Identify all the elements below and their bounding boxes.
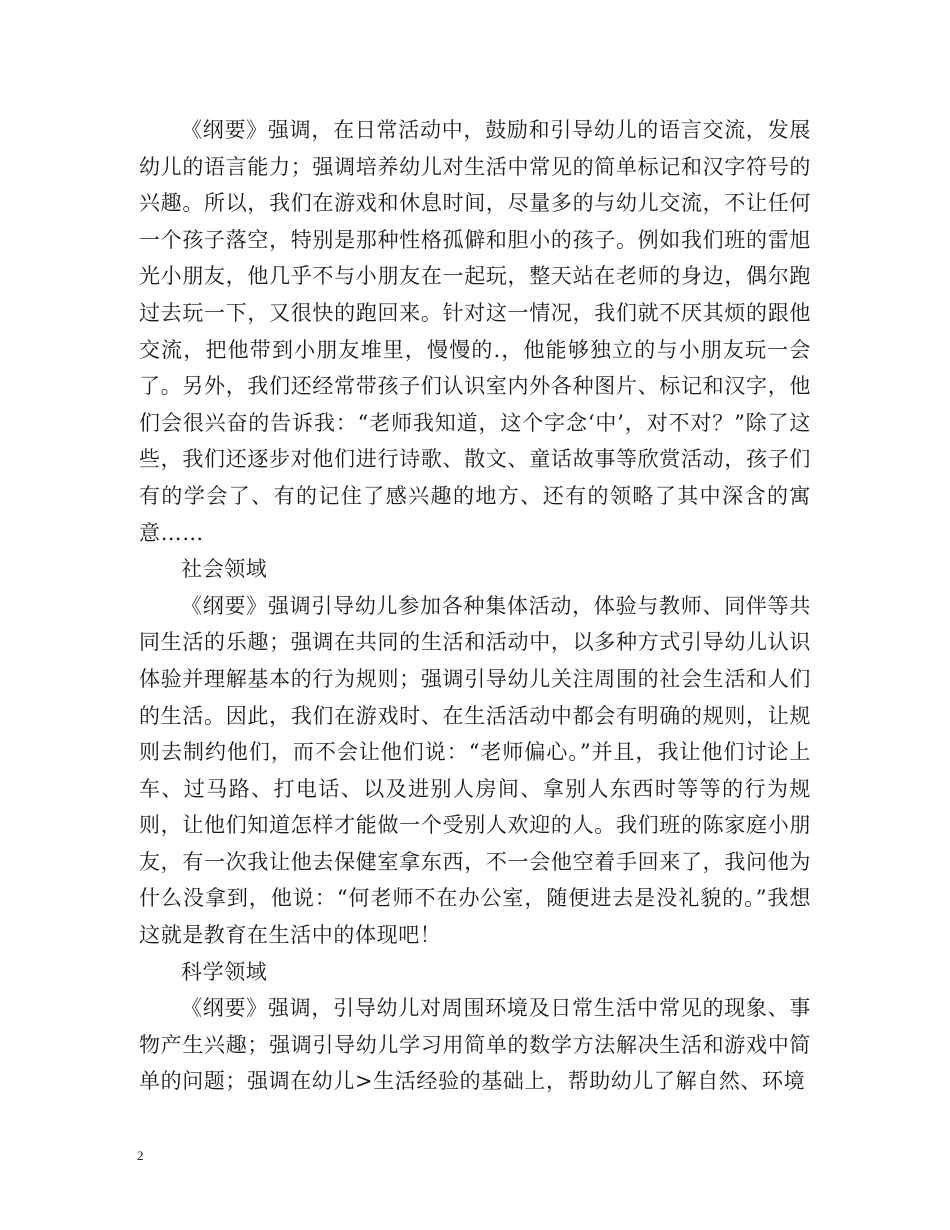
page-number: 2 (137, 1148, 144, 1163)
paragraph-science-domain: 《纲要》强调，引导幼儿对周围环境及日常生活中常见的现象、事物产生兴趣；强调引导幼儿学习用简单的数学方法解决生活和游戏中简单的问题；强调在幼儿>生活经验的基础上，帮助幼儿了解自然、环境 (139, 996, 811, 1094)
paragraph-language-domain: 《纲要》强调，在日常活动中，鼓励和引导幼儿的语言交流，发展幼儿的语言能力；强调培养幼儿对生活中常见的简单标记和汉字符号的兴趣。所以，我们在游戏和休息时间，尽量多的与幼儿交流，不让任何一个孩子落空，特别是那种性格孤僻和胆小的孩子。例如我们班的雷旭光小朋友，他几乎不与小朋友在一起玩，整天站在老师的身边，偶尔跑过去玩一下，又很快的跑回来。针对这一情况，我们就不厌其烦的跟他交流，把他带到小朋友堆里，慢慢的.，他能够独立的与小朋友玩一会了。另外，我们还经常带孩子们认识室内外各种图片、标记和汉字，他们会很兴奋的告诉我：“老师我知道，这个字念‘中’，对不对？”除了这些，我们还逐步对他们进行诗歌、散文、童话故事等欣赏活动，孩子们有的学会了、有的记住了感兴趣的地方、还有的领略了其中深含的寓意…… (139, 118, 811, 545)
paragraph-social-domain: 《纲要》强调引导幼儿参加各种集体活动，体验与教师、同伴等共同生活的乐趣；强调在共同的生活和活动中，以多种方式引导幼儿认识体验并理解基本的行为规则；强调引导幼儿关注周围的社会生活和人们的生活。因此，我们在游戏时、在生活活动中都会有明确的规则，让规则去制约他们，而不会让他们说：“老师偏心。”并且，我让他们讨论上车、过马路、打电话、以及进别人房间、拿别人东西时等等的行为规则，让他们知道怎样才能做一个受别人欢迎的人。我们班的陈家庭小朋友，有一次我让他去保健室拿东西，不一会他空着手回来了，我问他为什么没拿到，他说：“何老师不在办公室，随便进去是没礼貌的。”我想这就是教育在生活中的体现吧！ (139, 593, 811, 948)
section-heading-social: 社会领域 (181, 557, 268, 582)
section-heading-science: 科学领域 (181, 959, 268, 984)
document-body (139, 112, 811, 1100)
